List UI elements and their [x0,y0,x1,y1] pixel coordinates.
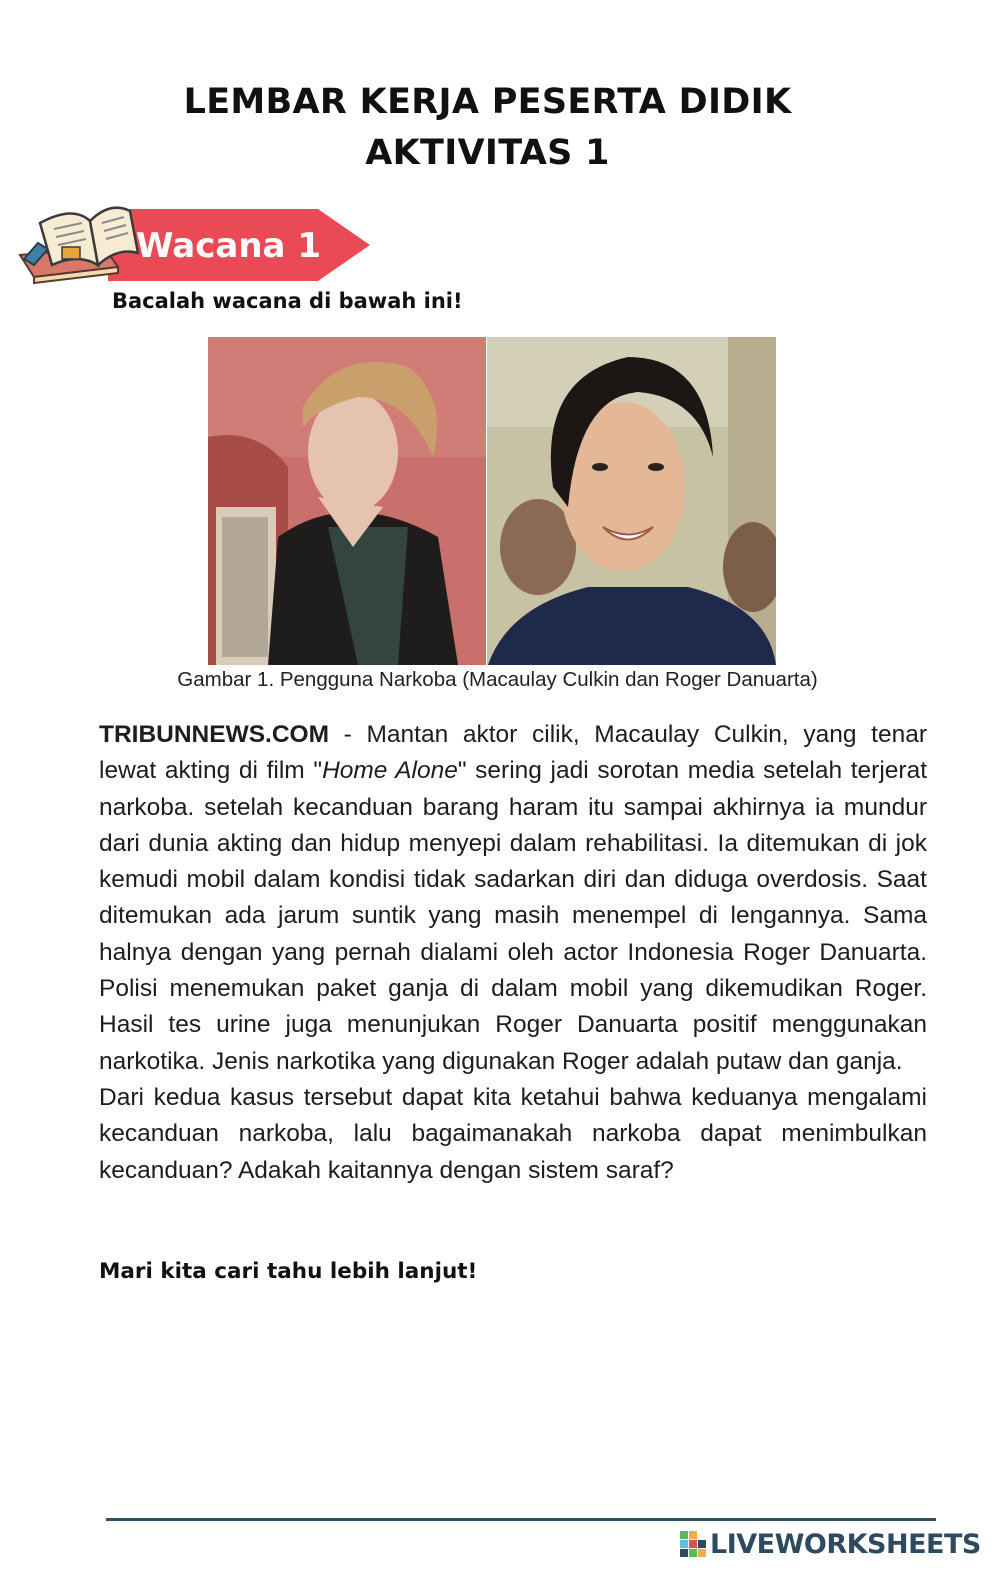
article-body [99,717,927,1189]
article-source: TRIBUNNEWS.COM [99,721,330,748]
photo-macaulay-culkin [208,337,486,665]
article-body-text: " sering jadi sorotan media setelah terjerat narkoba. setelah kecanduan barang haram itu sampai akhirnya ia mundur dari dunia akting dan hidup menyepi dalam rehabilitasi. Ia ditemukan di jok kemudi mobil dalam kondisi tidak sadarkan diri dan diduga overdosis. Saat ditemukan ada jarum suntik yang masih menempel di lengannya. Sama halnya dengan yang pernah dialami oleh actor Indonesia Roger Danuarta. Polisi menemukan paket ganja di dalam mobil yang dikemudikan Roger. Hasil tes urine juga menunjukan Roger Danuarta positif menggunakan narkotika. Jenis narkotika yang digunakan Roger adalah putaw dan ganja. [99,757,928,1075]
article-paragraph-1 [99,717,927,1080]
closing-prompt: Mari kita cari tahu lebih lanjut! [99,1259,478,1284]
film-title: Home Alone [322,757,458,785]
worksheet-title: LEMBAR KERJA PESERTA DIDIK [183,82,792,122]
liveworksheets-logo-icon [680,1531,706,1557]
reading-instruction: Bacalah wacana di bawah ini! [112,289,463,313]
footer-brand[interactable] [680,1528,981,1560]
wacana-label: Wacana 1 [136,226,321,266]
photo-roger-danuarta [487,337,776,665]
activity-title: AKTIVITAS 1 [365,133,610,173]
news-photo [208,337,776,665]
brand-name: LIVEWORKSHEETS [710,1528,981,1560]
figure-caption: Gambar 1. Pengguna Narkoba (Macaulay Culkin dan Roger Danuarta) [177,668,818,691]
article-intro: - Mantan aktor cilik, Macaulay Culkin, yang tenar lewat akting di film " [99,721,927,785]
footer-divider [106,1518,936,1521]
article-paragraph-2: Dari kedua kasus tersebut dapat kita ketahui bahwa keduanya mengalami kecanduan narkoba, lalu bagaimanakah narkoba dapat menimbulkan kecanduan? Adakah kaitannya dengan sistem saraf? [99,1083,927,1184]
